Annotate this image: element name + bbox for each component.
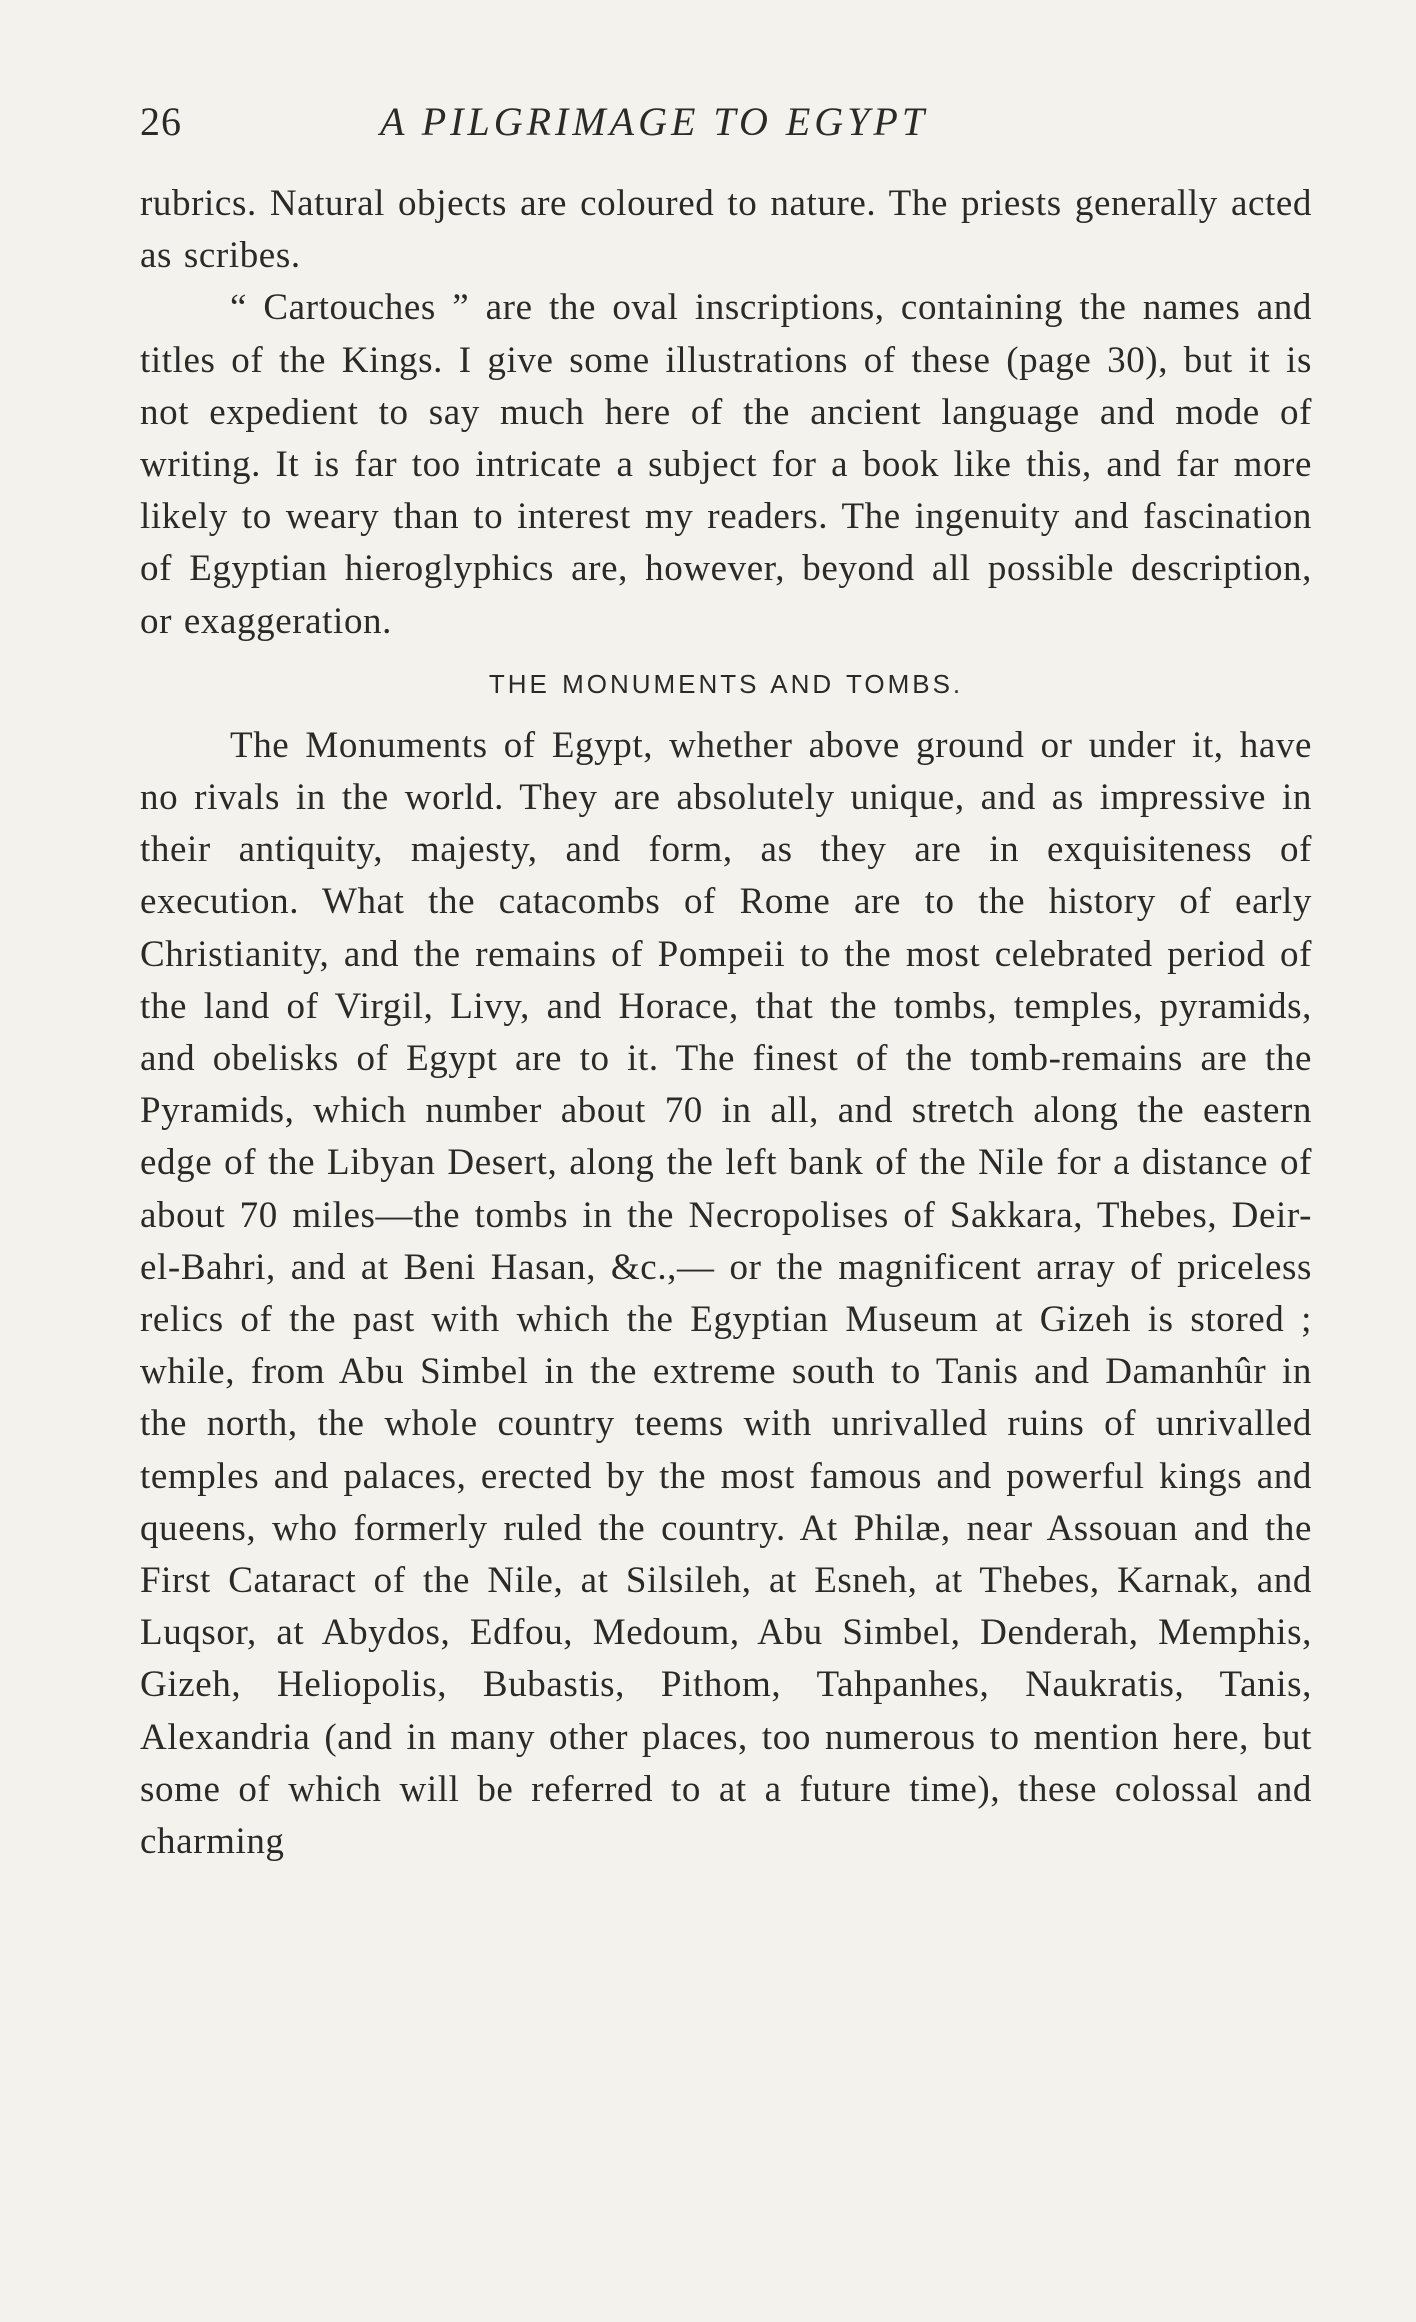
body-text [140, 178, 1312, 1868]
paragraph-cartouches: “ Cartouches ” are the oval inscriptions, containing the names and titles of the Kings. I give some illustrations of these (page 30), but it is not expedient to say much here of the ancient language and mode of writing. It is far too intricate a subject for a book like this, and far more likely to weary than to interest my readers. The ingenuity and fascination of Egyptian hieroglyphics are, however, beyond all possible description, or exaggeration. [140, 287, 1312, 642]
running-head [140, 92, 1312, 152]
running-title: A PILGRIMAGE TO EGYPT [380, 99, 929, 144]
page-number: 26 [140, 99, 182, 144]
paragraph-monuments: The Monuments of Egypt, whether above ground or under it, have no rivals in the world. They are absolutely unique, and as impressive in their antiquity, majesty, and form, as they are in exquisiteness of execution. What the catacombs of Rome are to the history of early Christianity, and the remains of Pompeii to the most celebrated period of the land of Virgil, Livy, and Horace, that the tombs, temples, pyramids, and obelisks of Egypt are to it. The finest of the tomb-remains are the Pyramids, which number about 70 in all, and stretch along the eastern edge of the Libyan Desert, along the left bank of the Nile for a distance of about 70 miles—the tombs in the Necropolises of Sakkara, Thebes, Deir-el-Bahri, and at Beni Hasan, &c.,— or the magnificent array of priceless relics of the past with which the Egyptian Museum at Gizeh is stored ; while, from Abu Simbel in the extreme south to Tanis and Damanhûr in the north, the whole country teems with unrivalled ruins of unrivalled temples and palaces, erected by the most famous and powerful kings and queens, who formerly ruled the country. At Philæ, near Assouan and the First Cataract of the Nile, at Silsileh, at Esneh, at Thebes, Karnak, and Luqsor, at Abydos, Edfou, Medoum, Abu Simbel, Denderah, Memphis, Gizeh, Heliopolis, Bubastis, Pithom, Tahpanhes, Naukratis, Tanis, Alexandria (and in many other places, too numerous to mention here, but some of which will be referred to at a future time), these colossal and charming [140, 724, 1312, 1863]
paragraph-continued: rubrics. Natural objects are coloured to nature. The priests generally acted as scribes. [140, 183, 1312, 277]
section-heading: THE MONUMENTS AND TOMBS. [488, 668, 964, 699]
